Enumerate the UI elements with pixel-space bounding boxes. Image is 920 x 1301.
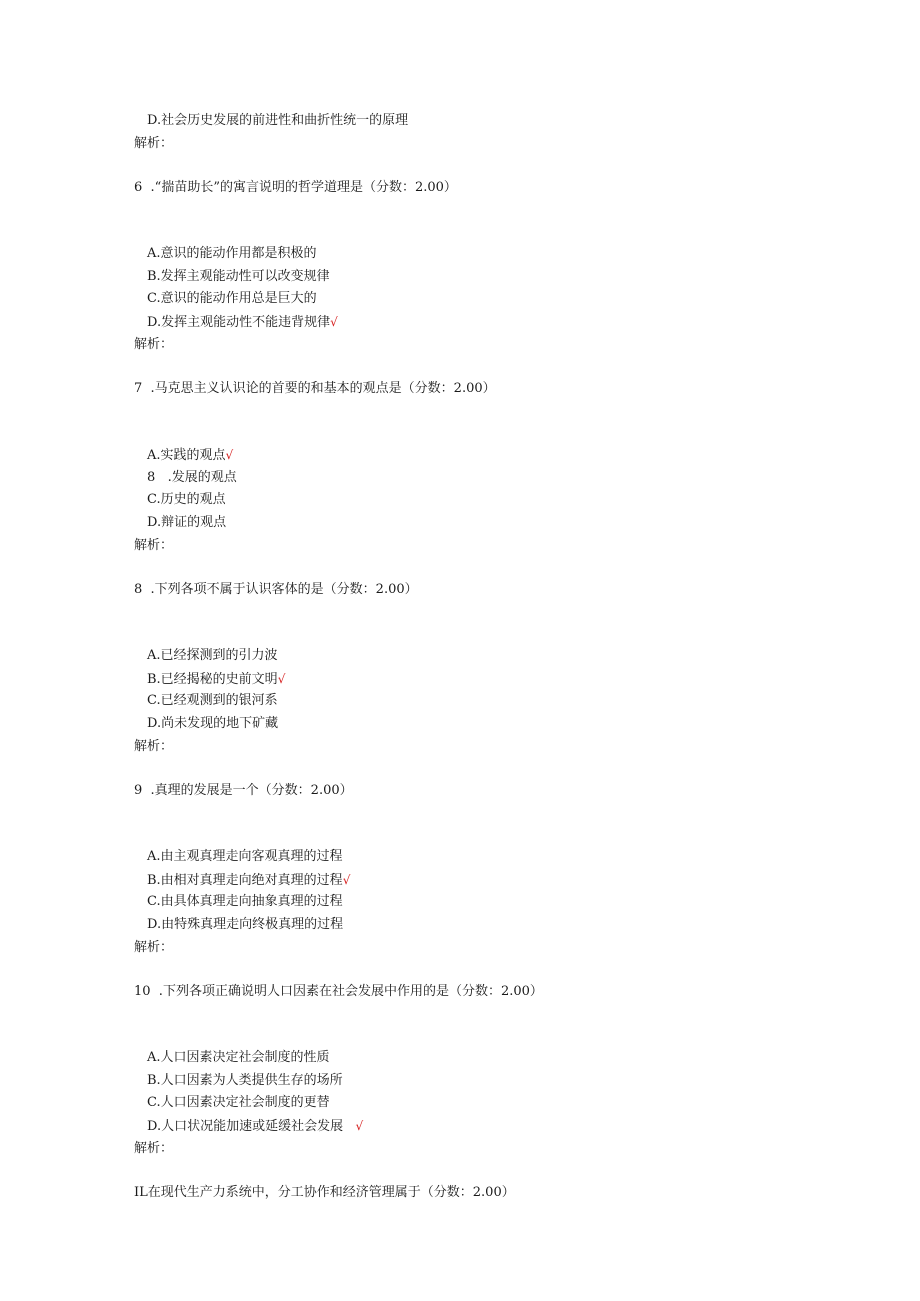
answer-option <box>147 469 237 487</box>
line-text: D.人口状况能加速或延缓社会发展 <box>147 1119 356 1134</box>
line-text: 8 .下列各项不属于认识客体的是（分数：2.00） <box>134 582 418 597</box>
answer-option <box>147 1094 330 1112</box>
line-text: 7 .马克思主义认识论的首要的和基本的观点是（分数：2.00） <box>134 381 496 396</box>
line-text: D.发挥主观能动性不能违背规律 <box>147 315 331 330</box>
answer-option <box>147 491 226 509</box>
analysis-label <box>134 135 173 153</box>
answer-option <box>147 1117 363 1136</box>
question-text <box>134 782 353 800</box>
answer-option <box>147 715 278 733</box>
analysis-label <box>134 939 173 957</box>
line-text: B.人口因素为人类提供生存的场所 <box>147 1073 343 1088</box>
line-text: D.由特殊真理走向终极真理的过程 <box>147 917 344 932</box>
line-text: 解析： <box>134 739 174 754</box>
analysis-label <box>134 537 173 555</box>
line-text: A.人口因素决定社会制度的性质 <box>147 1050 330 1065</box>
answer-option <box>147 446 233 465</box>
answer-option <box>147 1049 330 1067</box>
line-text: C.由具体真理走向抽象真理的过程 <box>147 894 343 909</box>
line-text: A.已经探测到的引力波 <box>147 648 278 663</box>
answer-option <box>147 647 278 665</box>
question-text <box>134 1184 515 1202</box>
line-text: 6 .“揣苗助长”的寓言说明的哲学道理是（分数：2.00） <box>134 180 457 195</box>
answer-option <box>147 692 278 710</box>
answer-option <box>147 916 343 934</box>
answer-option <box>147 670 285 689</box>
analysis-label <box>134 336 173 354</box>
line-text: 解析： <box>134 136 174 151</box>
answer-option <box>147 245 317 263</box>
answer-option <box>147 514 226 532</box>
line-text: 解析： <box>134 940 174 955</box>
analysis-label <box>134 738 173 756</box>
answer-option <box>147 112 408 130</box>
line-text: B.已经揭秘的史前文明 <box>147 672 278 687</box>
line-text: B.由相对真理走向绝对真理的过程 <box>147 873 343 888</box>
correct-check-icon: √ <box>330 315 338 329</box>
line-text: A.由主观真理走向客观真理的过程 <box>147 849 343 864</box>
answer-option <box>147 268 330 286</box>
line-text: C.人口因素决定社会制度的更替 <box>147 1095 330 1110</box>
question-text <box>134 380 496 398</box>
line-text: 8 .发展的观点 <box>147 470 237 485</box>
line-text: 解析： <box>134 1141 174 1156</box>
line-text: C.历史的观点 <box>147 492 226 507</box>
line-text: 9 .真理的发展是一个（分数：2.00） <box>134 783 353 798</box>
line-text: D.辩证的观点 <box>147 515 227 530</box>
line-text: 10 .下列各项正确说明人口因素在社会发展中作用的是（分数：2.00） <box>134 984 543 999</box>
correct-check-icon: √ <box>342 873 351 887</box>
question-text <box>134 581 418 599</box>
answer-option <box>147 871 350 890</box>
answer-option <box>147 313 338 332</box>
line-text: A.实践的观点 <box>147 448 226 463</box>
line-text: 解析： <box>134 538 174 553</box>
analysis-label <box>134 1140 173 1158</box>
question-text <box>134 983 543 1001</box>
answer-option <box>147 893 343 911</box>
correct-check-icon: √ <box>277 672 286 686</box>
line-text: B.发挥主观能动性可以改变规律 <box>147 269 330 284</box>
line-text: C.已经观测到的银河系 <box>147 693 278 708</box>
line-text: IL在现代生产力系统中，分工协作和经济管理属于（分数：2.00） <box>134 1185 515 1200</box>
line-text: D.尚未发现的地下矿藏 <box>147 716 279 731</box>
line-text: D.社会历史发展的前进性和曲折性统一的原理 <box>147 113 409 128</box>
answer-option <box>147 1072 343 1090</box>
line-text: 解析： <box>134 337 174 352</box>
question-text <box>134 179 457 197</box>
correct-check-icon: √ <box>225 448 234 462</box>
correct-check-icon: √ <box>355 1119 364 1133</box>
answer-option <box>147 848 343 866</box>
answer-option <box>147 290 317 308</box>
line-text: A.意识的能动作用都是积极的 <box>147 246 317 261</box>
line-text: C.意识的能动作用总是巨大的 <box>147 291 317 306</box>
